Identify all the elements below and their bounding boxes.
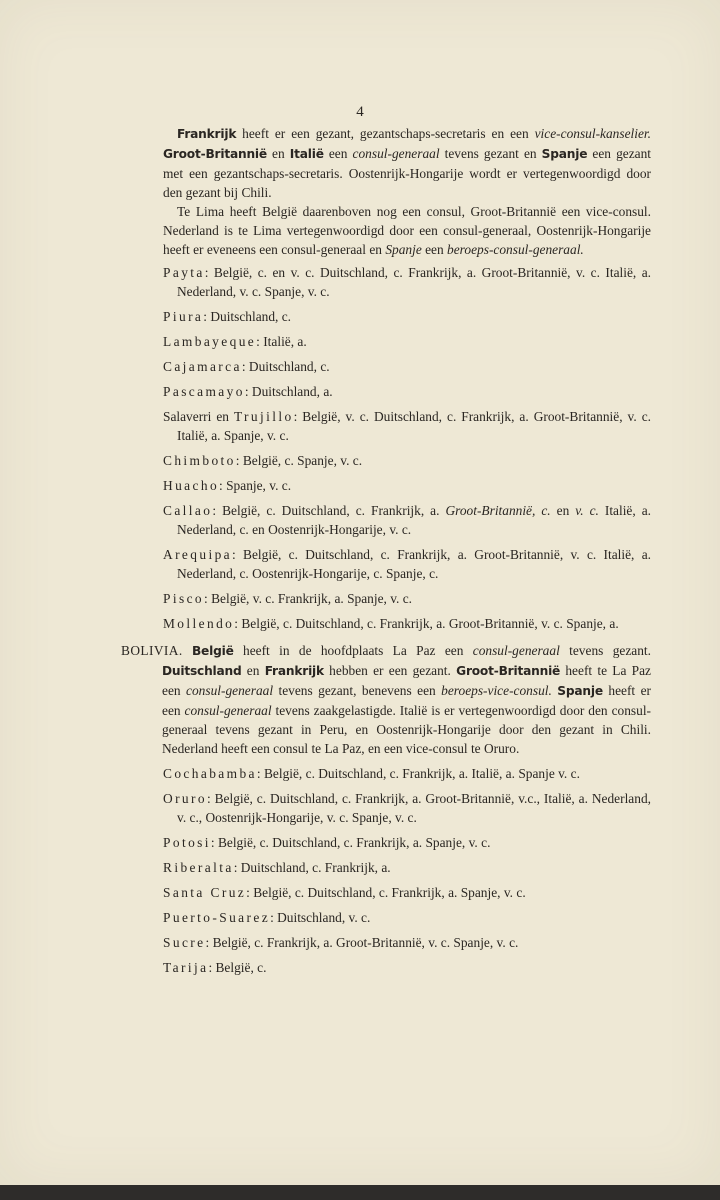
entry-chimboto: Chimboto: België, c. Spanje, v. c. bbox=[163, 453, 363, 468]
country-heading: BOLIVIA. bbox=[121, 643, 183, 658]
entry-riberalta: Riberalta: Duitschland, c. Frankrijk, a. bbox=[163, 860, 391, 875]
entry-santa-cruz: Santa Cruz: België, c. Duitschland, c. Frankrijk, a. Spanje, v. c. bbox=[163, 885, 526, 900]
entry-arequipa: Arequipa: België, c. Duitschland, c. Frankrijk, a. Groot-Britannië, v. c. Italië, a. Nederland, c. Oostenrijk-Hongarije, c. Spanje, c. bbox=[163, 547, 651, 581]
place-name: Oruro bbox=[163, 791, 207, 806]
entry-sucre: Sucre: België, c. Frankrijk, a. Groot-Britannië, v. c. Spanje, v. c. bbox=[163, 935, 519, 950]
title-vice-consul-kanselier: vice-consul-kanselier. bbox=[534, 126, 651, 141]
entry-tarija: Tarija: België, c. bbox=[163, 960, 267, 975]
entry-mollendo: Mollendo: België, c. Duitschland, c. Frankrijk, a. Groot-Britannië, v. c. Spanje, a. bbox=[163, 616, 619, 631]
entry-oruro: Oruro: België, c. Duitschland, c. Frankrijk, a. Groot-Britannië, v.c., Italië, a. Nederland, v. c., Oostenrijk-Hongarije, v. c. Spanje, v. c. bbox=[163, 791, 651, 825]
place-name: Riberalta bbox=[163, 860, 234, 875]
title-consul-generaal: consul-generaal bbox=[352, 146, 440, 161]
place-name: Salaverri bbox=[163, 409, 212, 424]
entry-puerto-suarez: Puerto-Suarez: Duitschland, v. c. bbox=[163, 910, 371, 925]
country-spanje: Spanje bbox=[541, 147, 588, 161]
country-frankrijk: Frankrijk bbox=[177, 127, 237, 141]
country-italie: Italië bbox=[289, 147, 324, 161]
country-groot-britannie: Groot-Britannië bbox=[456, 664, 561, 678]
entry-cochabamba: Cochabamba: België, c. Duitschland, c. Frankrijk, a. Italië, a. Spanje v. c. bbox=[163, 766, 580, 781]
place-name: Puerto-Suarez bbox=[163, 910, 271, 925]
intro-paragraph-2: Te Lima heeft België daarenboven nog een consul, Groot-Britannië een vice-consul. Nederland is te Lima vertegenwoordigd door een consul-generaal, Oostenrijk-Hongarije heeft er eveneens een consul-generaal en Spanje een beroeps-consul-generaal. bbox=[163, 204, 651, 257]
place-name: Piura bbox=[163, 309, 204, 324]
country-section-bolivia: BOLIVIA. België heeft in de hoofdplaats La Paz een consul-generaal tevens gezant. Duitschland en Frankrijk hebben er een gezant. Groot-Britannië heeft te La Paz een consul-generaal tevens gezant, benevens een beroeps-vice-consul. Spanje heeft er een consul-generaal tevens zaakgelastigde. Italië is er vertegenwoordigd door den consul-generaal tevens gezant in Peru, en Oostenrijk-Hongarije door den gezant in Chili. Nederland heeft een consul te La Paz, en een vice-consul te Oruro. bbox=[121, 643, 651, 756]
place-name: Cajamarca bbox=[163, 359, 242, 374]
intro-paragraph-1: Frankrijk heeft er een gezant, gezantschaps-secretaris en een vice-consul-kanselier. Groot-Britannië en Italië een consul-generaal tevens gezant en Spanje een gezant met een gezantschaps-secretaris. Oostenrijk-Hongarije wordt er vertegenwoordigd door den gezant bij Chili. bbox=[163, 126, 652, 200]
entry-lambayeque: Lambayeque: Italië, a. bbox=[163, 334, 307, 349]
place-name: Arequipa bbox=[163, 547, 233, 562]
entry-cajamarca: Cajamarca: Duitschland, c. bbox=[163, 359, 330, 374]
place-name: Sucre bbox=[163, 935, 206, 950]
entry-huacho: Huacho: Spanje, v. c. bbox=[163, 478, 292, 493]
place-name: Pascamayo bbox=[163, 384, 245, 399]
place-name: Callao bbox=[163, 503, 213, 518]
place-name: Mollendo bbox=[163, 616, 235, 631]
entry-callao: Callao: België, c. Duitschland, c. Frankrijk, a. Groot-Britannië, c. en v. c. Italië, a. Nederland, c. en Oostenrijk-Hongarije, v. c. bbox=[163, 503, 652, 537]
place-name: Cochabamba bbox=[163, 766, 257, 781]
country-spanje-italic: Spanje bbox=[385, 242, 422, 257]
country-belgie: België bbox=[191, 644, 234, 658]
country-frankrijk: Frankrijk bbox=[264, 664, 324, 678]
entry-payta: Payta: België, c. en v. c. Duitschland, c. Frankrijk, a. Groot-Britannië, v. c. Italië, a. Nederland, v. c. Spanje, v. c. bbox=[163, 265, 651, 299]
place-name: Tarija bbox=[163, 960, 209, 975]
place-name: Trujillo bbox=[233, 409, 294, 424]
place-name: Pisco bbox=[163, 591, 205, 606]
page-number: 4 bbox=[356, 104, 364, 120]
entry-piura: Piura: Duitschland, c. bbox=[163, 309, 292, 324]
country-groot-britannie: Groot-Britannië bbox=[163, 147, 267, 161]
entry-potosi: Potosi: België, c. Duitschland, c. Frankrijk, a. Spanje, v. c. bbox=[163, 835, 491, 850]
place-name: Huacho bbox=[163, 478, 220, 493]
page-text bbox=[0, 124, 720, 977]
place-name: Payta bbox=[163, 265, 205, 280]
entry-pisco: Pisco: België, v. c. Frankrijk, a. Spanje, v. c. bbox=[163, 591, 413, 606]
entry-pascamayo: Pascamayo: Duitschland, a. bbox=[163, 384, 333, 399]
place-name: Lambayeque bbox=[163, 334, 257, 349]
place-name: Chimboto bbox=[163, 453, 236, 468]
country-duitschland: Duitschland bbox=[162, 664, 242, 678]
entry-salaverri-trujillo: Salaverri en Trujillo: België, v. c. Duitschland, c. Frankrijk, a. Groot-Britannië, v. c. Italië, a. Spanje, v. c. bbox=[163, 409, 651, 443]
title-beroeps-consul-generaal: beroeps-consul-generaal. bbox=[447, 242, 584, 257]
country-spanje: Spanje bbox=[557, 684, 603, 698]
place-name: Potosi bbox=[163, 835, 211, 850]
place-name: Santa Cruz bbox=[163, 885, 247, 900]
